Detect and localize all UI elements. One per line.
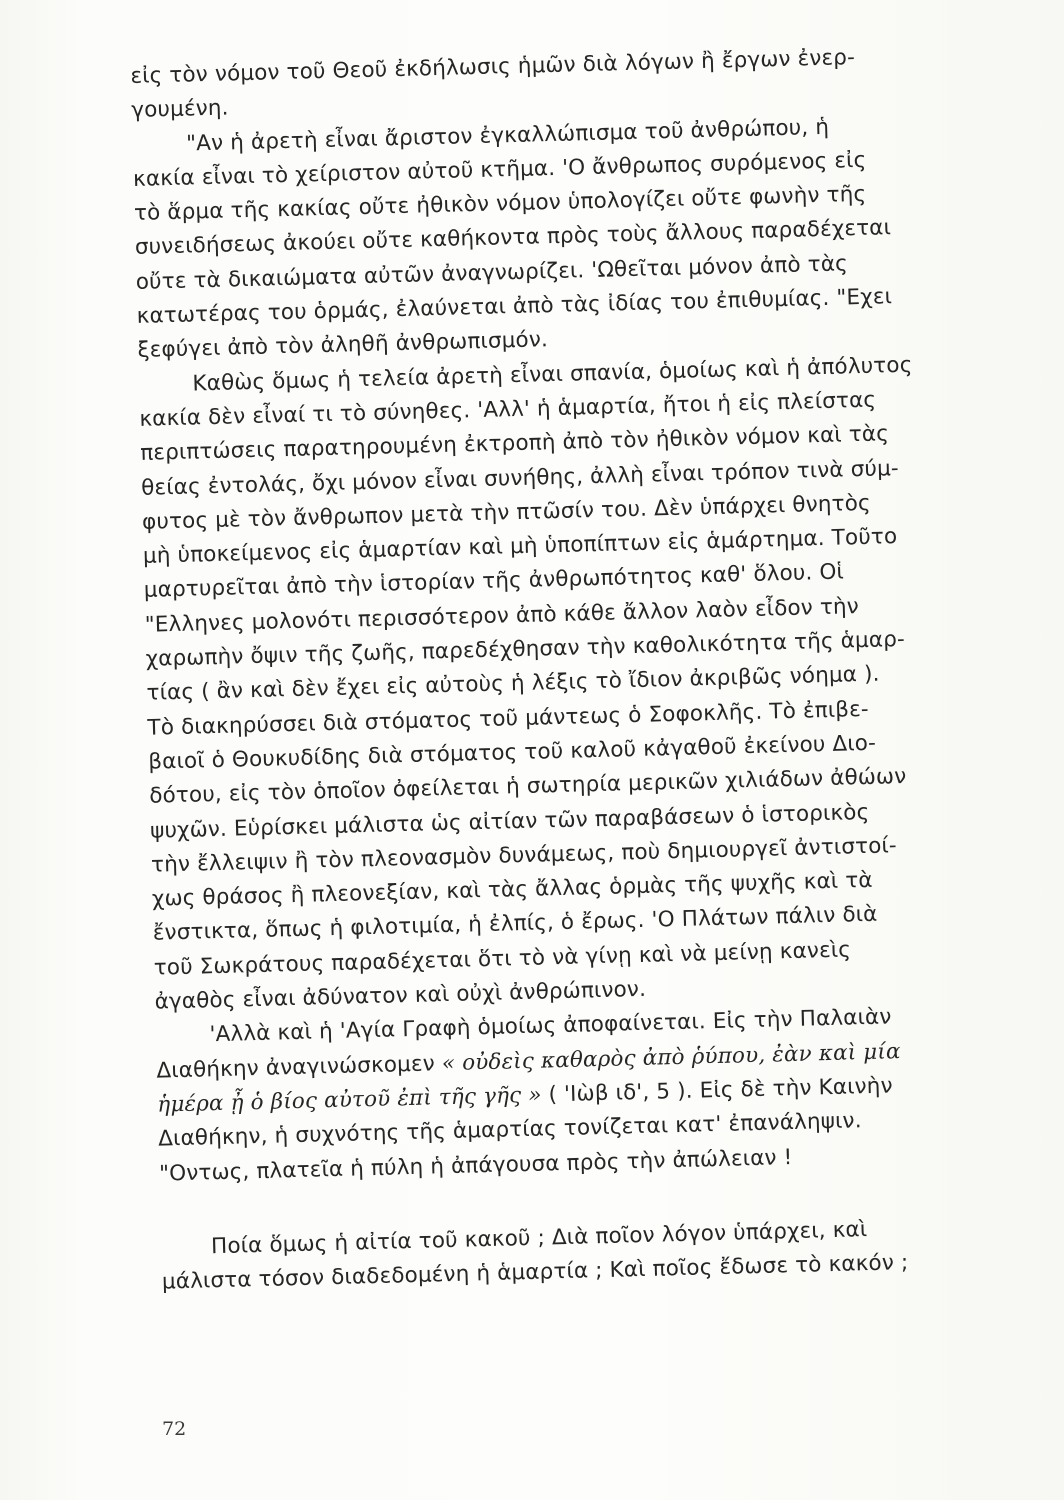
text-line: ψυχῶν. Εὑρίσκει μάλιστα ὡς αἰτίαν τῶν παραβάσεων ὁ ἱστορικὸς (149, 799, 870, 844)
text-line: γουμένη. (131, 95, 229, 124)
text-fragment: Διαθήκην ἀναγινώσκομεν (156, 1050, 436, 1084)
text-line: χως θράσος ἢ πλεονεξίαν, καὶ τὰς ἄλλας ὁρμὰς τῆς ψυχῆς καὶ τὰ (151, 867, 874, 912)
text-fragment: ( 'Ιὼβ ιδ', 5 ). Εἰς δὲ τὴν Καινὴν (548, 1073, 894, 1108)
text-line: εἰς τὸν νόμον τοῦ Θεοῦ ἐκδήλωσις ἡμῶν διὰ λόγων ἢ ἔργων ἐνερ- (130, 45, 856, 89)
scripture-quote: « οὐδεὶς καθαρὸς ἀπὸ ῥύπου, ἐὰν καὶ μία (441, 1038, 901, 1076)
text-line: τίας ( ἂν καὶ δὲν ἔχει εἰς αὐτοὺς ἡ λέξις τὸ ἴδιον ἀκριβῶς νόημα ). (146, 661, 880, 707)
text-line: κακία δὲν εἶναί τι τὸ σύνηθες. 'Αλλ' ἡ ἁμαρτία, ἤτοι ἡ εἰς πλείστας (139, 387, 877, 432)
text-line: 'Αλλὰ καὶ ἡ 'Αγία Γραφὴ ὁμοίως ἀποφαίνεται. Εἰς τὴν Παλαιὰν (209, 1004, 892, 1048)
body-text (130, 37, 1042, 1300)
text-line: ἔνστικτα, ὅπως ἡ φιλοτιμία, ἡ ἐλπίς, ὁ ἔρως. 'Ο Πλάτων πάλιν διὰ (152, 902, 878, 947)
text-line: Καθὼς ὅμως ἡ τελεία ἀρετὴ εἶναι σπανία, ὁμοίως καὶ ἡ ἀπόλυτος (192, 352, 913, 397)
text-line: χαρωπὴν ὄψιν τῆς ζωῆς, παρεδέχθησαν τὴν καθολικότητα τῆς ἁμαρ- (145, 626, 906, 672)
text-line: "Οντως, πλατεῖα ἡ πύλη ἡ ἀπάγουσα πρὸς τὴν ἀπώλειαν ! (158, 1144, 793, 1187)
text-line: "Ελληνες μολονότι περισσότερον ἀπὸ κάθε ἄλλον λαὸν εἶδον τὴν (144, 593, 860, 638)
text-line: τὸ ἅρμα τῆς κακίας οὔτε ἠθικὸν νόμον ὑπολογίζει οὔτε φωνὴν τῆς (133, 181, 867, 227)
text-line: κακία εἶναι τὸ χείριστον αὐτοῦ κτῆμα. 'Ο ἄνθρωπος συρόμενος εἰς (132, 147, 867, 192)
scripture-quote: ἡμέρα ᾖ ὁ βίος αὐτοῦ ἐπὶ τῆς γῆς » (157, 1082, 542, 1118)
text-line: περιπτώσεις παρατηρουμένη ἐκτροπὴ ἀπὸ τὸν ἠθικὸν νόμον καὶ τὰς (139, 421, 890, 467)
text-line: μάλιστα τόσον διαδεδομένη ἡ ἁμαρτία ; Καὶ ποῖος ἔδωσε τὸ κακόν ; (161, 1250, 909, 1295)
text-line: "Αν ἡ ἀρετὴ εἶναι ἄριστον ἐγκαλλώπισμα τοῦ ἀνθρώπου, ἡ (185, 114, 830, 157)
text-line: τὴν ἔλλειψιν ἢ τὸν πλεονασμὸν δυνάμεως, ποὺ δημιουργεῖ ἀντιστοί- (150, 833, 898, 878)
text-line: βαιοῖ ὁ Θουκυδίδης διὰ στόματος τοῦ καλοῦ κἀγαθοῦ ἐκείνου Διο- (148, 730, 877, 775)
text-line: ξεφύγει ἀπὸ τὸν ἀληθῆ ἀνθρωπισμόν. (137, 327, 549, 364)
text-line: Διαθήκην, ἡ συχνότης τῆς ἁμαρτίας τονίζεται κατ' ἐπανάληψιν. (157, 1108, 862, 1152)
text-line: κατωτέρας του ὁρμάς, ἐλαύνεται ἀπὸ τὰς ἰδίας του ἐπιθυμίας. "Εχει (136, 284, 893, 329)
text-line: ἀγαθὸς εἶναι ἀδύνατον καὶ οὐχὶ ἀνθρώπινον. (154, 976, 647, 1015)
text-line: δότου, εἰς τὸν ὁποῖον ὀφείλεται ἡ σωτηρία μερικῶν χιλιάδων ἀθώων (148, 764, 907, 809)
text-line: μὴ ὑποκείμενος εἰς ἁμαρτίαν καὶ μὴ ὑποπίπτων εἰς ἁμάρτημα. Τοῦτο (142, 524, 898, 569)
text-line: θείας ἐντολάς, ὄχι μόνον εἶναι συνήθης, ἀλλὴ εἶναι τρόπον τινὰ σύμ- (140, 455, 900, 501)
text-line: μαρτυρεῖται ἀπὸ τὴν ἱστορίαν τῆς ἀνθρωπότητος καθ' ὅλου. Οἱ (143, 559, 845, 604)
text-line: τοῦ Σωκράτους παραδέχεται ὅτι τὸ νὰ γίνῃ καὶ νὰ μείνῃ κανεὶς (153, 937, 852, 981)
text-line: Τὸ διακηρύσσει διὰ στόματος τοῦ μάντεως ὁ Σοφοκλῆς. Τὸ ἐπιβε- (147, 696, 870, 741)
page-number: 72 (162, 1418, 187, 1440)
text-line: οὔτε τὰ δικαιώματα αὐτῶν ἀναγνωρίζει. 'Ωθεῖται μόνον ἀπὸ τὰς (135, 251, 849, 295)
text-line: Ποία ὅμως ἡ αἰτία τοῦ κακοῦ ; Διὰ ποῖον λόγον ὑπάρχει, καὶ (210, 1216, 868, 1260)
text-line: φυτος μὲ τὸν ἄνθρωπον μετὰ τὴν πτῶσίν του. Δὲν ὑπάρχει θνητὸς (141, 490, 872, 535)
text-line: συνειδήσεως ἀκούει οὔτε καθήκοντα πρὸς τοὺς ἄλλους παραδέχεται (134, 215, 892, 261)
